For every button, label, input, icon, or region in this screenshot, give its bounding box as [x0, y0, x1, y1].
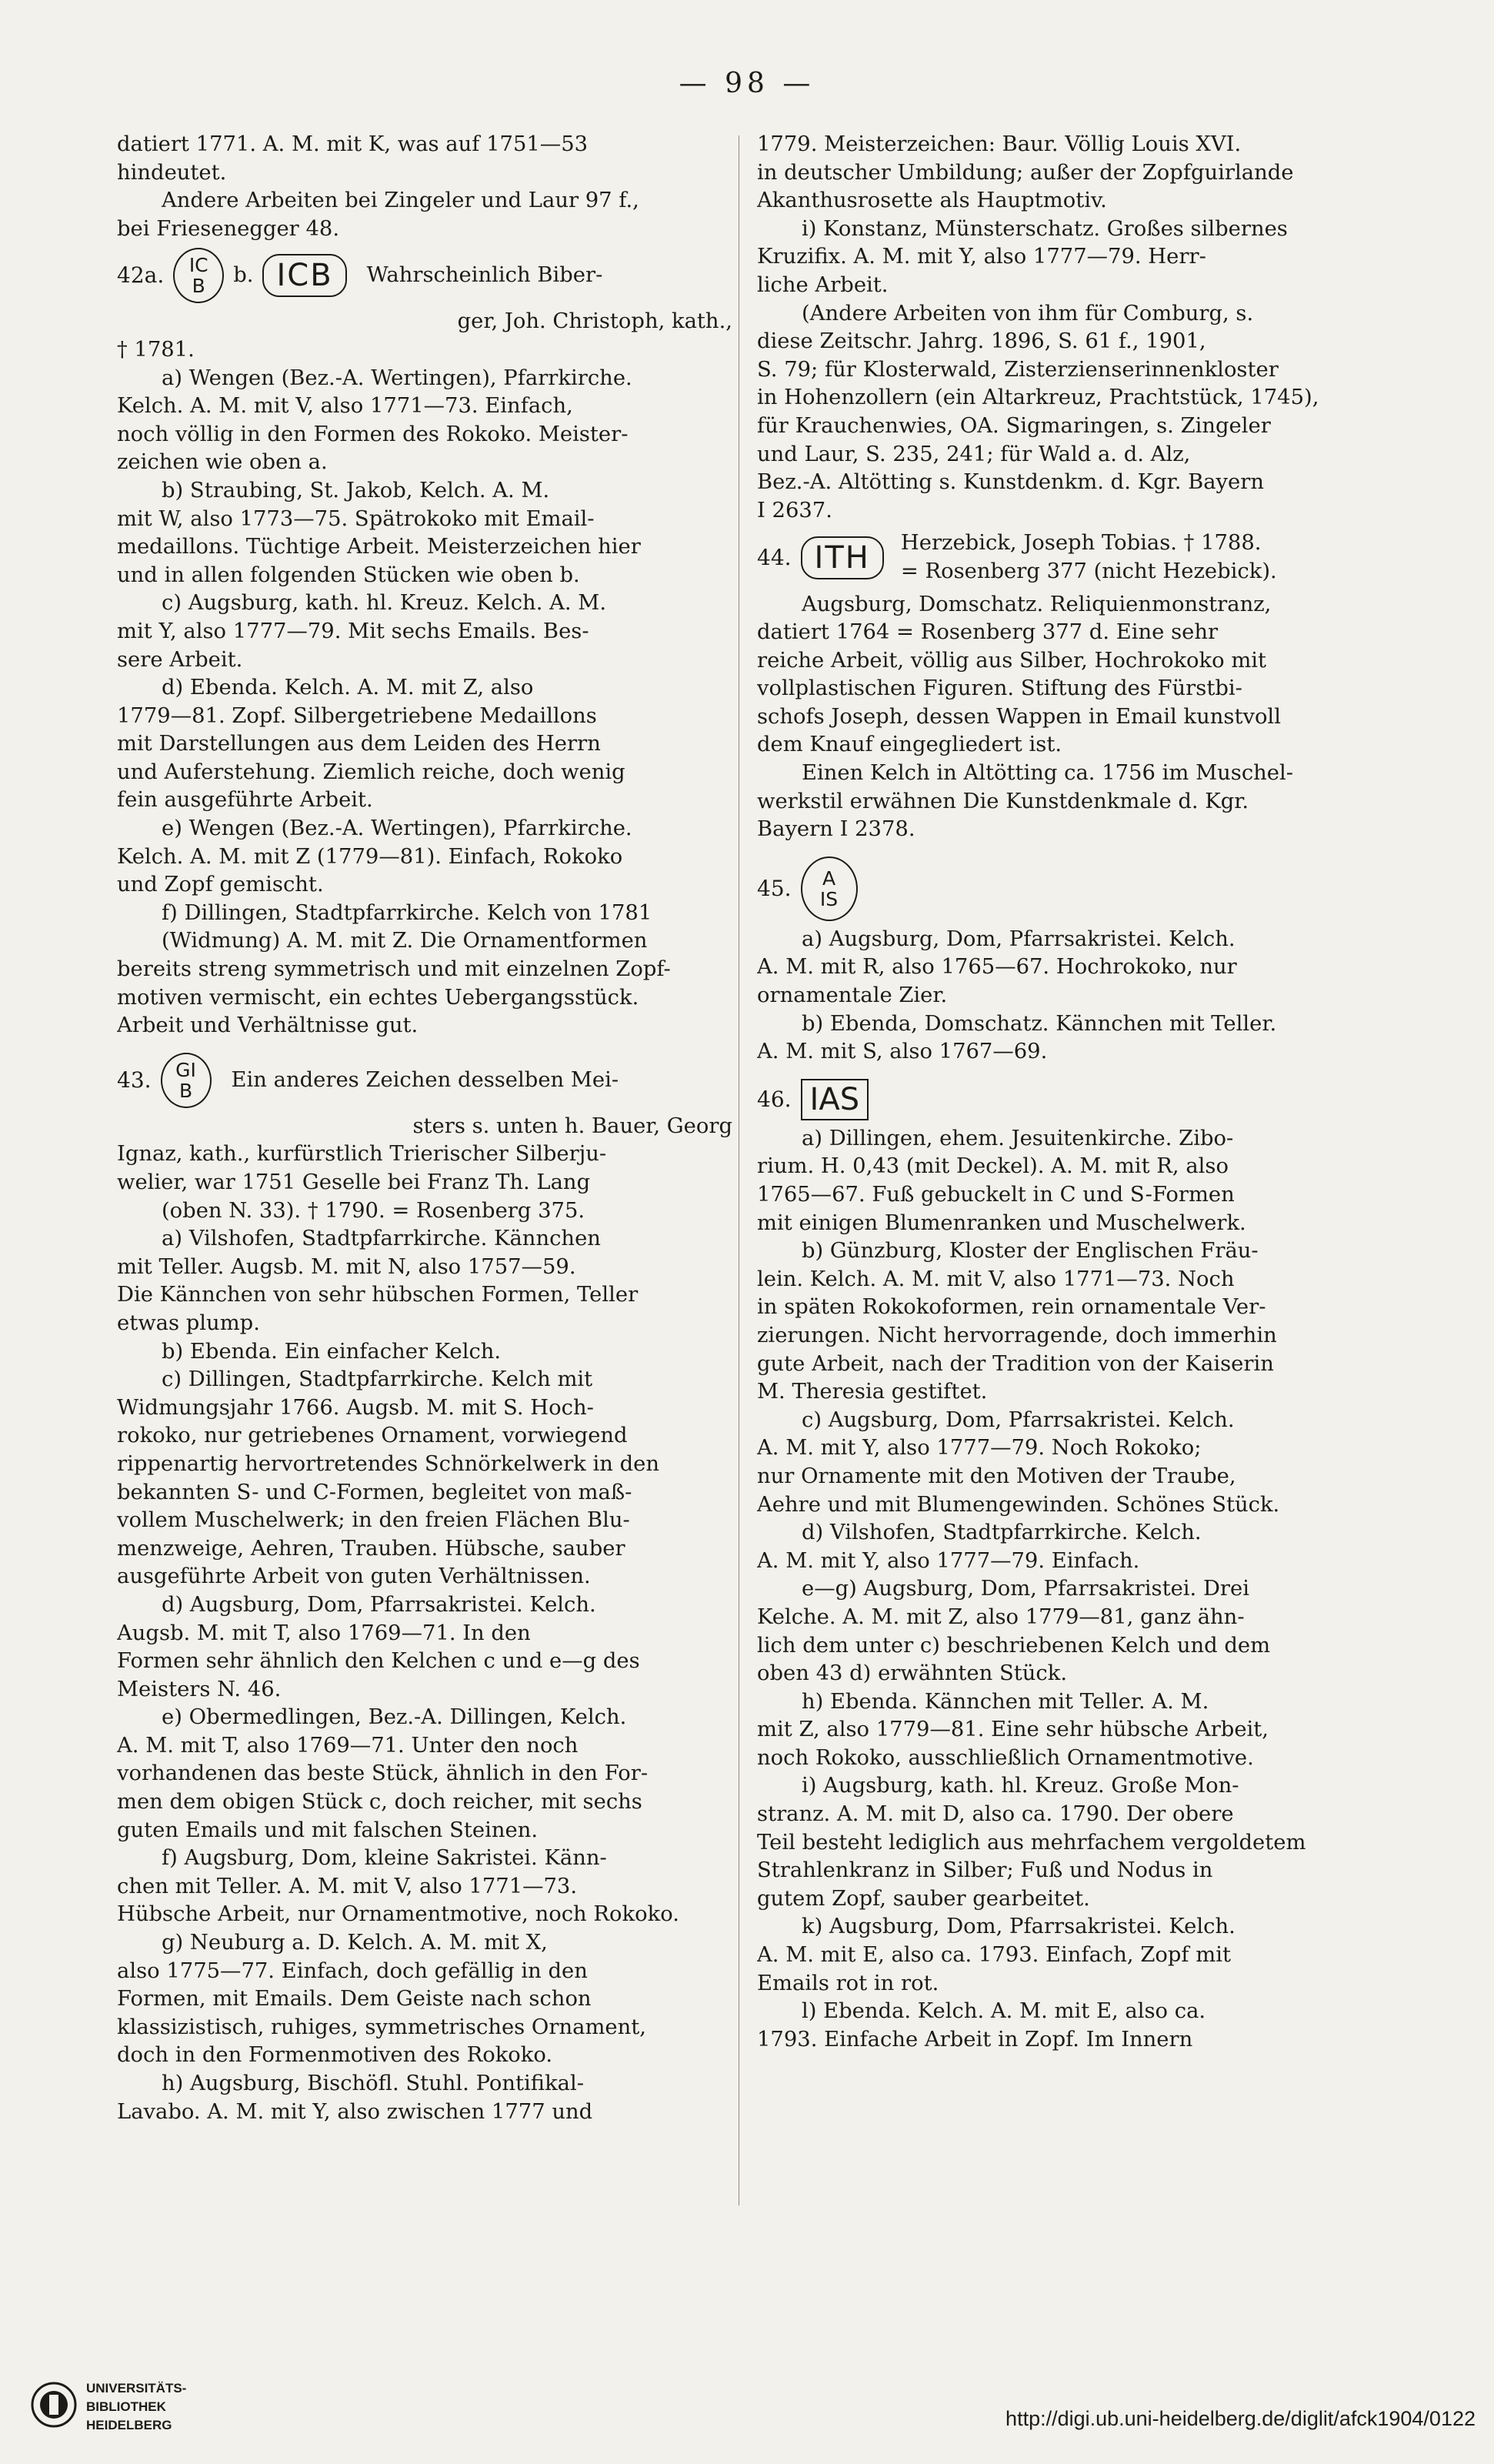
text-line: l) Ebenda. Kelch. A. M. mit E, also ca.	[802, 1999, 1206, 2024]
text-line: k) Augsburg, Dom, Pfarrsakristei. Kelch.	[802, 1915, 1236, 1939]
text-line: Kelche. A. M. mit Z, also 1779—81, ganz ähn-	[757, 1604, 1245, 1629]
text-line: A. M. mit Y, also 1777—79. Noch Rokoko;	[757, 1436, 1202, 1461]
text-line: Strahlenkranz in Silber; Fuß und Nodus in	[757, 1858, 1213, 1883]
text-line: vollem Muschelwerk; in den freien Flächen Blu-	[117, 1508, 630, 1533]
mark-bottom: B	[192, 275, 205, 298]
text-line: und Laur, S. 235, 241; für Wald a. d. Alz,	[757, 442, 1191, 466]
text-line: in späten Rokokoformen, rein ornamentale Ver-	[757, 1295, 1266, 1320]
text-line: mit W, also 1773—75. Spätrokoko mit Email-	[117, 506, 595, 531]
entry-43-heading-line1: Ein anderes Zeichen desselben Mei-	[231, 1067, 619, 1092]
text-line: Andere Arbeiten bei Zingeler und Laur 97 f.,	[162, 189, 639, 213]
mark-top: A	[822, 866, 836, 890]
text-line: h) Augsburg, Bischöfl. Stuhl. Pontifikal-	[162, 2072, 585, 2095]
text-line: Widmungsjahr 1766. Augsb. M. mit S. Hoch-	[117, 1395, 594, 1420]
mark-bottom: IS	[819, 887, 839, 910]
text-line: und Auferstehung. Ziemlich reiche, doch wenig	[117, 760, 625, 784]
text-line: mit einigen Blumenranken und Muschelwerk.	[757, 1210, 1246, 1235]
text-line: e) Wengen (Bez.-A. Wertingen), Pfarrkirche.	[162, 816, 632, 841]
library-logo	[31, 2378, 231, 2439]
text-line: oben 43 d) erwähnten Stück.	[757, 1661, 1068, 1686]
text-line: sere Arbeit.	[117, 647, 243, 672]
text-line: etwas plump.	[117, 1310, 260, 1335]
entry-45-mark-row	[757, 856, 1372, 921]
text-line: a) Vilshofen, Stadtpfarrkirche. Kännchen	[162, 1227, 601, 1251]
text-line: rium. H. 0,43 (mit Deckel). A. M. mit R, also	[757, 1154, 1229, 1179]
entry-44-number: 44.	[757, 544, 792, 570]
text-line: Meisters N. 46.	[117, 1677, 282, 1701]
text-line: e) Obermedlingen, Bez.-A. Dillingen, Kelch.	[162, 1705, 627, 1730]
maker-mark-a-is	[801, 856, 858, 921]
library-name-line: UNIVERSITÄTS-	[86, 2381, 187, 2396]
text-line: 1779. Meisterzeichen: Baur. Völlig Louis XVI.	[757, 132, 1242, 156]
text-line: f) Augsburg, Dom, kleine Sakristei. Känn-	[162, 1846, 607, 1871]
entry-43-body	[117, 1140, 732, 2126]
entry-42-number: 42a.	[117, 262, 165, 289]
text-line: b) Ebenda. Ein einfacher Kelch.	[162, 1339, 502, 1364]
mark-top: GI	[175, 1058, 196, 1081]
text-line: 1793. Einfache Arbeit in Zopf. Im Innern	[757, 2027, 1193, 2052]
text-line: Aehre und mit Blumengewinden. Schönes Stück.	[757, 1492, 1280, 1517]
entry-46-body	[757, 1125, 1372, 2055]
text-line: M. Theresia gestiftet.	[757, 1380, 988, 1404]
text-line: und Zopf gemischt.	[117, 873, 324, 897]
text-line: stranz. A. M. mit D, also ca. 1790. Der obere	[757, 1802, 1234, 1827]
text-line: Einen Kelch in Altötting ca. 1756 im Muschel-	[802, 761, 1294, 786]
text-line: b) Ebenda, Domschatz. Kännchen mit Teller.	[802, 1011, 1277, 1036]
text-line: mit Y, also 1777—79. Mit sechs Emails. Bes-	[117, 619, 589, 643]
text-line: i) Konstanz, Münsterschatz. Großes silbernes	[802, 216, 1288, 241]
text-line: a) Dillingen, ehem. Jesuitenkirche. Zibo-	[802, 1126, 1234, 1150]
text-line: schofs Joseph, dessen Wappen in Email kunstvoll	[757, 704, 1281, 729]
text-line: motiven vermischt, ein echtes Uebergangsstück.	[117, 985, 639, 1010]
entry-43-mark-row	[117, 1053, 732, 1108]
text-line: werkstil erwähnen Die Kunstdenkmale d. Kgr.	[757, 789, 1249, 813]
text-line: fein ausgeführte Arbeit.	[117, 788, 373, 813]
text-line: Bez.-A. Altötting s. Kunstdenkm. d. Kgr. Bayern	[757, 470, 1264, 495]
entry-44-heading-line1: Herzebick, Joseph Tobias. † 1788.	[900, 531, 1262, 556]
text-line: Akanthusrosette als Hauptmotiv.	[757, 189, 1107, 213]
text-line: noch völlig in den Formen des Rokoko. Meister-	[117, 422, 629, 446]
library-name-line: HEIDELBERG	[86, 2418, 172, 2432]
text-line: dem Knauf eingegliedert ist.	[757, 733, 1062, 757]
text-line: Formen, mit Emails. Dem Geiste nach schon	[117, 1987, 592, 2012]
text-line: men dem obigen Stück c, doch reicher, mit sechs	[117, 1790, 642, 1815]
text-line: zeichen wie oben a.	[117, 450, 328, 475]
text-line: zierungen. Nicht hervorragende, doch immerhin	[757, 1323, 1277, 1347]
entry-42-heading-line1: Wahrscheinlich Biber-	[366, 263, 603, 288]
text-line: lich dem unter c) beschriebenen Kelch und dem	[757, 1633, 1271, 1658]
text-line: c) Augsburg, kath. hl. Kreuz. Kelch. A. M.	[162, 591, 607, 616]
entry-44-heading-line2: = Rosenberg 377 (nicht Hezebick).	[900, 559, 1277, 583]
left-column	[117, 131, 732, 2126]
text-line: (Widmung) A. M. mit Z. Die Ornamentformen	[162, 929, 648, 953]
text-line: ornamentale Zier.	[757, 983, 948, 1008]
text-line: Augsburg, Domschatz. Reliquienmonstranz,	[802, 592, 1272, 616]
library-name	[86, 2379, 186, 2435]
text-line: reiche Arbeit, völlig aus Silber, Hochrokoko mit	[757, 648, 1267, 673]
text-line: b) Günzburg, Kloster der Englischen Fräu-	[802, 1239, 1259, 1264]
text-line: klassizistisch, ruhiges, symmetrisches Ornament,	[117, 2015, 646, 2039]
library-seal-icon	[31, 2378, 77, 2432]
text-line: gute Arbeit, nach der Tradition von der Kaiserin	[757, 1351, 1274, 1376]
text-line: rokoko, nur getriebenes Ornament, vorwiegend	[117, 1424, 628, 1448]
text-line: A. M. mit T, also 1769—71. Unter den noch	[117, 1733, 579, 1758]
text-line: e—g) Augsburg, Dom, Pfarrsakristei. Drei	[802, 1577, 1249, 1601]
entry-42-body	[117, 365, 732, 1040]
entry-43-heading-line2: sters s. unten h. Bauer, Georg	[412, 1113, 732, 1138]
entry-44-heading	[901, 529, 1277, 586]
entry-45-body	[757, 926, 1372, 1067]
maker-mark-ith: ITH	[801, 536, 884, 579]
text-line: b) Straubing, St. Jakob, Kelch. A. M.	[162, 478, 550, 502]
entry-44-body	[757, 591, 1372, 844]
text-line: Kelch. A. M. mit Z (1779—81). Einfach, Rokoko	[117, 844, 623, 869]
text-line: a) Augsburg, Dom, Pfarrsakristei. Kelch.	[802, 927, 1236, 951]
text-line: nur Ornamente mit den Motiven der Traube,	[757, 1464, 1236, 1488]
text-line: bei Friesenegger 48.	[117, 216, 340, 241]
text-line: doch in den Formenmotiven des Rokoko.	[117, 2043, 553, 2068]
text-line: a) Wengen (Bez.-A. Wertingen), Pfarrkirche.	[162, 366, 632, 390]
text-line: (Andere Arbeiten von ihm für Comburg, s.	[802, 301, 1254, 326]
mark-b-prefix: b.	[233, 263, 254, 288]
entry-42-heading-line2: ger, Joh. Christoph, kath.,	[457, 309, 732, 334]
mark-top: IC	[188, 254, 208, 277]
text-line: Lavabo. A. M. mit Y, also zwischen 1777 und	[117, 2099, 593, 2124]
text-line: rippenartig hervortretendes Schnörkelwerk in den	[117, 1451, 659, 1476]
text-line: d) Vilshofen, Stadtpfarrkirche. Kelch.	[802, 1521, 1202, 1545]
text-line: und in allen folgenden Stücken wie oben b.	[117, 563, 580, 587]
text-line: mit Darstellungen aus dem Leiden des Herrn	[117, 732, 601, 756]
text-line: Emails rot in rot.	[757, 1971, 939, 1995]
library-name-line: BIBLIOTHEK	[86, 2399, 166, 2414]
maker-mark-gi-b	[161, 1053, 212, 1108]
mark-bottom: B	[178, 1079, 193, 1102]
text-line: mit Z, also 1779—81. Eine sehr hübsche Arbeit,	[757, 1718, 1269, 1742]
text-line: in Hohenzollern (ein Altarkreuz, Prachtstück, 1745),	[757, 386, 1319, 410]
text-line: ausgeführte Arbeit von guten Verhältnissen.	[117, 1564, 591, 1589]
text-line: für Krauchenwies, OA. Sigmaringen, s. Zingeler	[757, 413, 1271, 438]
text-line: Bayern I 2378.	[757, 817, 915, 842]
text-line: datiert 1771. A. M. mit K, was auf 1751—53	[117, 132, 589, 156]
entry-46-number: 46.	[757, 1086, 792, 1112]
text-line: 1779—81. Zopf. Silbergetriebene Medaillons	[117, 703, 597, 728]
text-line: A. M. mit R, also 1765—67. Hochrokoko, nur	[757, 955, 1237, 980]
text-line: in deutscher Umbildung; außer der Zopfguirlande	[757, 160, 1294, 185]
text-line: (oben N. 33). † 1790. = Rosenberg 375.	[162, 1198, 585, 1223]
text-line: welier, war 1751 Geselle bei Franz Th. Lang	[117, 1170, 591, 1194]
text-line: Formen sehr ähnlich den Kelchen c und e—g des	[117, 1649, 640, 1674]
maker-mark-icb: ICB	[262, 254, 346, 297]
text-line: menzweige, Aehren, Trauben. Hübsche, sauber	[117, 1536, 625, 1561]
page-number: — 98 —	[679, 68, 815, 99]
text-line: Ignaz, kath., kurfürstlich Trierischer Silberju-	[117, 1142, 607, 1167]
text-line: chen mit Teller. A. M. mit V, also 1771—73.	[117, 1874, 578, 1898]
text-line: Arbeit und Verhältnisse gut.	[117, 1013, 419, 1038]
right-column	[757, 131, 1372, 2054]
entry-46-mark-row	[757, 1079, 1372, 1120]
text-line: bereits streng symmetrisch und mit einzelnen Zopf-	[117, 957, 671, 982]
text-line: diese Zeitschr. Jahrg. 1896, S. 61 f., 1901,	[757, 329, 1206, 354]
text-line: d) Ebenda. Kelch. A. M. mit Z, also	[162, 676, 534, 700]
text-line: medaillons. Tüchtige Arbeit. Meisterzeichen hier	[117, 535, 641, 559]
text-line: Teil besteht lediglich aus mehrfachem vergoldetem	[757, 1830, 1306, 1855]
text-line: also 1775—77. Einfach, doch gefällig in den	[117, 1958, 588, 1983]
entry-42-heading-line3: † 1781.	[117, 337, 195, 362]
text-line: h) Ebenda. Kännchen mit Teller. A. M.	[802, 1689, 1209, 1714]
source-url-link[interactable]: http://digi.ub.uni-heidelberg.de/diglit/afck1904/0122	[1005, 2407, 1476, 2430]
text-line: f) Dillingen, Stadtpfarrkirche. Kelch von 1781	[162, 900, 652, 925]
text-line: liche Arbeit.	[757, 272, 889, 297]
text-line: A. M. mit E, also ca. 1793. Einfach, Zopf mit	[757, 1943, 1231, 1968]
text-line: d) Augsburg, Dom, Pfarrsakristei. Kelch.	[162, 1592, 596, 1617]
text-line: c) Dillingen, Stadtpfarrkirche. Kelch mit	[162, 1367, 593, 1392]
right-top-lines	[757, 131, 1372, 525]
maker-mark-ic-b	[173, 248, 224, 303]
text-line: guten Emails und mit falschen Steinen.	[117, 1818, 539, 1842]
entry-42-mark-row	[117, 248, 732, 303]
entry-45-number: 45.	[757, 875, 792, 901]
text-line: i) Augsburg, kath. hl. Kreuz. Große Mon-	[802, 1774, 1239, 1798]
text-line: c) Augsburg, Dom, Pfarrsakristei. Kelch.	[802, 1407, 1235, 1432]
text-line: A. M. mit S, also 1767—69.	[757, 1040, 1048, 1064]
text-line: hindeutet.	[117, 160, 227, 185]
text-line: vorhandenen das beste Stück, ähnlich in den For-	[117, 1761, 649, 1786]
text-line: 1765—67. Fuß gebuckelt in C und S-Formen	[757, 1183, 1235, 1207]
text-line: g) Neuburg a. D. Kelch. A. M. mit X,	[162, 1931, 548, 1955]
text-line: Die Kännchen von sehr hübschen Formen, Teller	[117, 1283, 639, 1307]
text-line: mit Teller. Augsb. M. mit N, also 1757—59.	[117, 1254, 576, 1279]
text-line: Hübsche Arbeit, nur Ornamentmotive, noch Rokoko.	[117, 1902, 679, 1927]
text-line: bekannten S- und C-Formen, begleitet von maß-	[117, 1480, 632, 1504]
text-line: A. M. mit Y, also 1777—79. Einfach.	[757, 1548, 1140, 1573]
text-line: Augsb. M. mit T, also 1769—71. In den	[117, 1621, 531, 1645]
text-line: S. 79; für Klosterwald, Zisterzienserinnenkloster	[757, 357, 1279, 382]
text-line: gutem Zopf, sauber gearbeitet.	[757, 1886, 1090, 1911]
maker-mark-ias: IAS	[801, 1079, 869, 1120]
text-line: I 2637.	[757, 498, 832, 523]
text-line: Kelch. A. M. mit V, also 1771—73. Einfach,	[117, 394, 573, 419]
entry-43-number: 43.	[117, 1067, 152, 1093]
text-line: Kruzifix. A. M. mit Y, also 1777—79. Herr-	[757, 245, 1206, 269]
text-line: datiert 1764 = Rosenberg 377 d. Eine sehr	[757, 620, 1219, 645]
text-line: noch Rokoko, ausschließlich Ornamentmotive.	[757, 1745, 1254, 1770]
text-line: lein. Kelch. A. M. mit V, also 1771—73. Noch	[757, 1267, 1235, 1291]
text-line: vollplastischen Figuren. Stiftung des Fürstbi-	[757, 676, 1242, 701]
entry-44-mark-row	[757, 529, 1372, 586]
left-top-lines	[117, 131, 732, 243]
